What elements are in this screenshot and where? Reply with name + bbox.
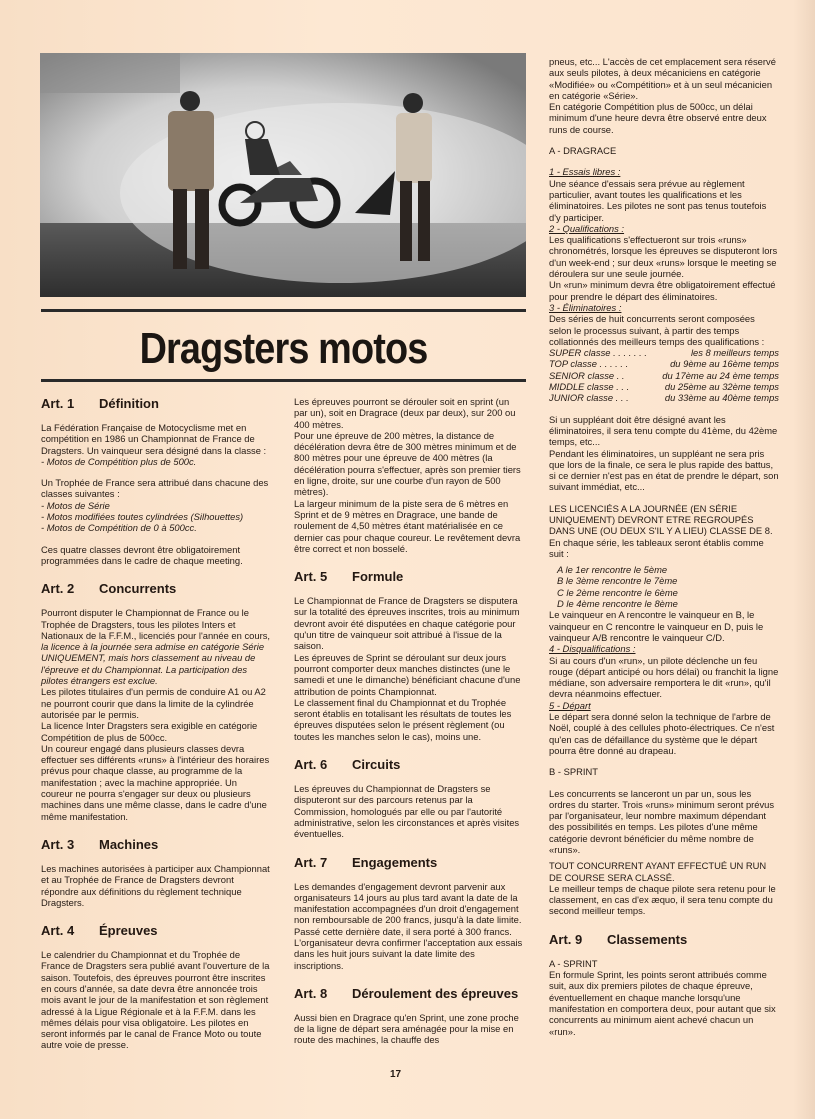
article-title: Déroulement des épreuves — [352, 985, 519, 1001]
class-desc: du 33ème au 40ème temps — [664, 392, 779, 404]
class-row — [549, 392, 779, 403]
article-number: Art. 7 — [294, 854, 328, 870]
list-item: - Motos de Série — [41, 499, 110, 511]
paragraph: En catégorie Compétition plus de 500cc, un délai minimum d'une heure devra être observé entre deux runs de course. — [549, 101, 767, 135]
class-row — [549, 358, 779, 369]
paragraph: Les épreuves de Sprint se déroulant sur deux jours pourront comporter deux manches distinctes (une le samedi et une le dimanche) bénéficiant chacune d'une attribution de points Championnat. — [294, 651, 521, 697]
paragraph: - Motos de Compétition plus de 500c. — [41, 455, 197, 467]
paragraph: Un coureur engagé dans plusieurs classes devra effectuer ses différents «runs» à l'intérieur des horaires prévus pour chaque classe, au programme de la manifestation ; avec la machine appropriée. Un coureur ne pourra s'engager sur deux ou plusieurs machines dans une même classe, dans le cadre d'une même manifestation. — [41, 742, 270, 822]
paragraph: La Fédération Française de Motocyclisme met en compétition en 1986 un Championnat de France de Dragsters. Un vainqueur sera désigné dans la classe : — [41, 422, 267, 456]
paragraph: En formule Sprint, les points seront attribués comme suit, aux dix premiers pilotes de chaque épreuve, éventuellement en chaque manche lorsqu'une manifestation en comportera deux, pour autant que six concurrents au minimum aient achevé chacun un «run». — [549, 969, 776, 1037]
paragraph: Le départ sera donné selon la technique de l'arbre de Noël, couplé à des cellules photo-électriques. Ce n'est qu'en cas de défaillance du système que le départ pourra être donné au drapeau. — [549, 711, 775, 756]
paragraph-italic: la licence à la journée sera admise en catégorie Série UNIQUEMENT, mais hors classement au niveau de l'épreuve et du Championnat. La participation des pilotes étrangers est exclue. — [41, 641, 265, 687]
article-title: Épreuves — [99, 923, 158, 939]
class-desc: du 9ème au 16ème temps — [670, 358, 779, 370]
column-2 — [294, 396, 524, 1046]
paragraph: Un «run» minimum devra être obligatoirement effectué pour prendre le départ des éliminatoires. — [549, 279, 776, 302]
subsection-heading: 5 - Départ — [549, 699, 591, 711]
column-3 — [549, 56, 779, 1037]
article-title: Engagements — [352, 854, 438, 870]
paragraph: L'organisateur devra confirmer l'acceptation aux essais dans les huit jours suivant la date limite des inscriptions. — [294, 936, 523, 971]
photo-illustration — [40, 53, 526, 297]
paragraph: La licence Inter Dragsters sera exigible en catégorie Compétition de plus de 500cc. — [41, 720, 258, 743]
section-heading: A - SPRINT — [549, 957, 598, 969]
paragraph: Le calendrier du Championnat et du Trophée de France de Dragsters sera publié avant l'ouverture de la saison. Toutefois, des épreuves pourront être inscrites en cours d'année, sa date devra être annoncée trois mois avant le jour de la manifestation et son règlement adressé à la Ligue Régionale et à la F.F.M. dans les mêmes délais pour visa obligatoire. Les pilotes en seront informés par le canal de France Moto ou toute autre voie de presse. — [41, 949, 270, 1051]
dragster-photo — [40, 53, 526, 297]
pairing-item: D le 4ème rencontre le 8ème — [557, 598, 678, 610]
page-title: Dragsters motos — [139, 324, 428, 373]
paragraph: Si au cours d'un «run», un pilote déclenche un feu rouge (départ anticipé ou hors délai) ou franchit la ligne médiane, son adversaire remportera le dit «run», qu'il devra néanmoins effectuer. — [549, 654, 779, 700]
paragraph-text: Pourront disputer le Championnat de France ou le Trophée de Dragsters, tous les pilotes Inters et Nationaux de la F.F.M., licenciés pour l'année en cours, — [41, 607, 270, 641]
article-8-heading — [294, 986, 524, 1002]
article-title: Concurrents — [99, 581, 177, 597]
article-title: Circuits — [352, 757, 401, 773]
class-name: SUPER classe . . . . . . . — [549, 347, 647, 359]
article-number: Art. 4 — [41, 923, 75, 939]
caps-paragraph: TOUT CONCURRENT AYANT EFFECTUÉ UN RUN DE COURSE SERA CLASSÉ. — [549, 860, 767, 883]
paragraph: Ces quatre classes devront être obligatoirement programmées dans le cadre de chaque meeting. — [41, 543, 243, 566]
paragraph: Les qualifications s'effectueront sur trois «runs» chronométrés, lorsque les épreuves se disputeront lors d'un week-end ; sur deux «runs» lorsque le meeting se déroulera sur une seule journée. — [549, 234, 778, 280]
article-number: Art. 8 — [294, 985, 328, 1001]
paragraph: Le classement final du Championnat et du Trophée seront établis en totalisant les résultats de toutes les épreuves disputées selon le présent règlement (ou toutes les manches selon le cas), moins une. — [294, 696, 512, 742]
article-number: Art. 3 — [41, 836, 75, 852]
column-1 — [41, 396, 270, 1051]
paragraph: Si un suppléant doit être désigné avant les éliminatoires, il sera tenu compte du 41ème, du 42ème temps, etc... — [549, 413, 778, 448]
paragraph: La largeur minimum de la piste sera de 6 mètres en Sprint et de 9 mètres en Dragrace, une bande de roulement de 4,50 mètres étant matérialisée en ce dernier cas pour chaque coureur. Le revêtement devra être correct et non bosselé. — [294, 497, 521, 554]
class-desc: les 8 meilleurs temps — [690, 347, 779, 359]
paragraph: Les pilotes titulaires d'un permis de conduire A1 ou A2 ne pourront courir que dans la limite de la cylindrée autorisée par le permis. — [41, 686, 266, 720]
paragraph: Les demandes d'engagement devront parvenir aux organisateurs 14 jours au plus tard avant la date de la manifestation accompagnées d'un droit d'engagement non remboursable de 200 francs, jusqu'à la date limite. Passé cette dernière date, il sera porté à 300 francs. — [294, 880, 522, 937]
subsection-heading: 1 - Essais libres : — [549, 166, 621, 178]
paragraph: Des séries de huit concurrents seront composées selon le processus suivant, à partir des temps collationnés des meilleurs temps des qualifications : — [549, 313, 765, 347]
paragraph: Les machines autorisées à participer aux Championnat et au Trophée de France de Dragsters devront répondre aux définitions du règlement technique Dragsters. — [41, 862, 270, 908]
article-6-heading — [294, 757, 524, 773]
subsection-heading: 3 - Éliminatoires : — [549, 301, 622, 313]
class-row — [549, 370, 779, 381]
paragraph: Une séance d'essais sera prévue au règlement particulier, avant toutes les qualifications et les éliminatoires. Les pilotes ne sont pas tenus toutefois d'y participer. — [549, 177, 767, 223]
paragraph: Le Championnat de France de Dragsters se disputera sur la totalité des épreuves inscrites, trois au minimum devront avoir été disputées en chaque catégorie pour qu'un titre de vainqueur soit attribué à l'issue de la saison. — [294, 595, 520, 652]
caps-paragraph: LES LICENCIÉS A LA JOURNÉE (EN SÉRIE UNIQUEMENT) DEVRONT ETRE REGROUPÉS DANS UNE (OU DEUX S'IL Y A LIEU) CLASSE DE 8. — [549, 502, 773, 537]
list-item: - Motos de Compétition de 0 à 500cc. — [41, 522, 197, 534]
paragraph: Pendant les éliminatoires, un suppléant ne sera pris que lors de la finale, ce sera le plus rapide des battus, si ce dernier n'est pas en état de prendre le départ, son suivant immédiat, etc... — [549, 447, 779, 493]
article-title: Machines — [99, 836, 159, 852]
class-row — [549, 347, 779, 358]
article-number: Art. 2 — [41, 581, 75, 597]
paragraph: pneus, etc... L'accès de cet emplacement sera réservé aux seuls pilotes, à deux mécaniciens en catégorie «Modifiée» ou «Compétition» et à un seul mécanicien en catégorie «Série». — [549, 56, 776, 101]
paragraph: Le meilleur temps de chaque pilote sera retenu pour le classement, en cas d'ex æquo, il sera tenu compte du second meilleur temps. — [549, 882, 776, 917]
article-5-heading — [294, 569, 524, 585]
article-7-heading — [294, 855, 524, 871]
class-list — [549, 347, 779, 403]
article-title: Définition — [99, 396, 159, 411]
subsection-heading: 4 - Disqualifications : — [549, 643, 636, 655]
class-row — [549, 381, 779, 392]
article-title: Classements — [607, 931, 688, 947]
list-item: - Motos modifiées toutes cylindrées (Silhouettes) — [41, 511, 244, 523]
paragraph: Pour une épreuve de 200 mètres, la distance de décélération devra être de 300 mètres minimum et de 800 mètres pour une épreuve de 400 mètres (la décélération pourra s'effectuer, après son premier tiers en ligne, droite, sur une courbe d'un rayon de 500 mètres). — [294, 429, 521, 498]
class-name: MIDDLE classe . . . — [549, 381, 630, 393]
class-desc: du 17ème au 24 ème temps — [662, 369, 779, 381]
article-4-heading — [41, 923, 270, 939]
paragraph: Les concurrents se lanceront un par un, sous les ordres du starter. Trois «runs» minimum seront prévus par l'organisateur, leur nombre maximum dépendant des possibilités en temps. Les pilotes d'une même catégorie devront bénéficier du même nombre de «runs». — [549, 787, 775, 855]
class-name: TOP classe . . . . . . — [549, 358, 629, 370]
class-name: SENIOR classe . . — [549, 369, 625, 381]
paragraph: Un Trophée de France sera attribué dans chacune des classes suivantes : — [41, 477, 269, 500]
article-number: Art. 6 — [294, 757, 328, 773]
paragraph: Les épreuves du Championnat de Dragsters se disputeront sur des parcours retenus par la Commission, homologués par elle ou par l'autorité administrative, selon les circonstances et après visites éventuelles. — [294, 783, 520, 840]
pairing-item: B le 3ème rencontre le 7ème — [557, 575, 678, 587]
article-number: Art. 5 — [294, 569, 328, 585]
pairing-item: A le 1er rencontre le 5ème — [557, 564, 668, 576]
pairing-item: C le 2ème rencontre le 6ème — [557, 586, 678, 598]
article-1-heading — [41, 396, 270, 412]
article-title: Formule — [352, 569, 404, 585]
article-3-heading — [41, 837, 270, 853]
paragraph — [41, 607, 270, 686]
class-desc: du 25ème au 32ème temps — [664, 381, 779, 393]
article-9-heading — [549, 932, 779, 948]
pairing-list — [549, 564, 779, 609]
paragraph: Les épreuves pourront se dérouler soit en sprint (un par un), soit en Dragrace (deux par deux), sur 200 ou 400 mètres. — [294, 396, 516, 430]
title-rule-bottom — [41, 379, 526, 382]
page-fold-shadow — [793, 0, 815, 1119]
section-heading: A - DRAGRACE — [549, 145, 617, 157]
article-2-heading — [41, 581, 270, 597]
subsection-heading: 2 - Qualifications : — [549, 222, 625, 234]
title-rule-top — [41, 309, 526, 312]
class-name: JUNIOR classe . . . — [549, 392, 629, 404]
page-number: 17 — [390, 1069, 402, 1080]
paragraph: Aussi bien en Dragrace qu'en Sprint, une zone proche de la ligne de départ sera aménagée pour la mise en route des machines, la chauffe des — [294, 1011, 519, 1046]
article-number: Art. 9 — [549, 931, 583, 947]
paragraph: Le vainqueur en A rencontre le vainqueur en B, le vainqueur en C rencontre le vainqueur en D, puis le vainqueur A/B rencontre le vainqueur C/D. — [549, 609, 764, 643]
article-number: Art. 1 — [41, 396, 75, 411]
paragraph: En chaque série, les tableaux seront établis comme suit : — [549, 536, 764, 559]
section-heading: B - SPRINT — [549, 766, 598, 778]
